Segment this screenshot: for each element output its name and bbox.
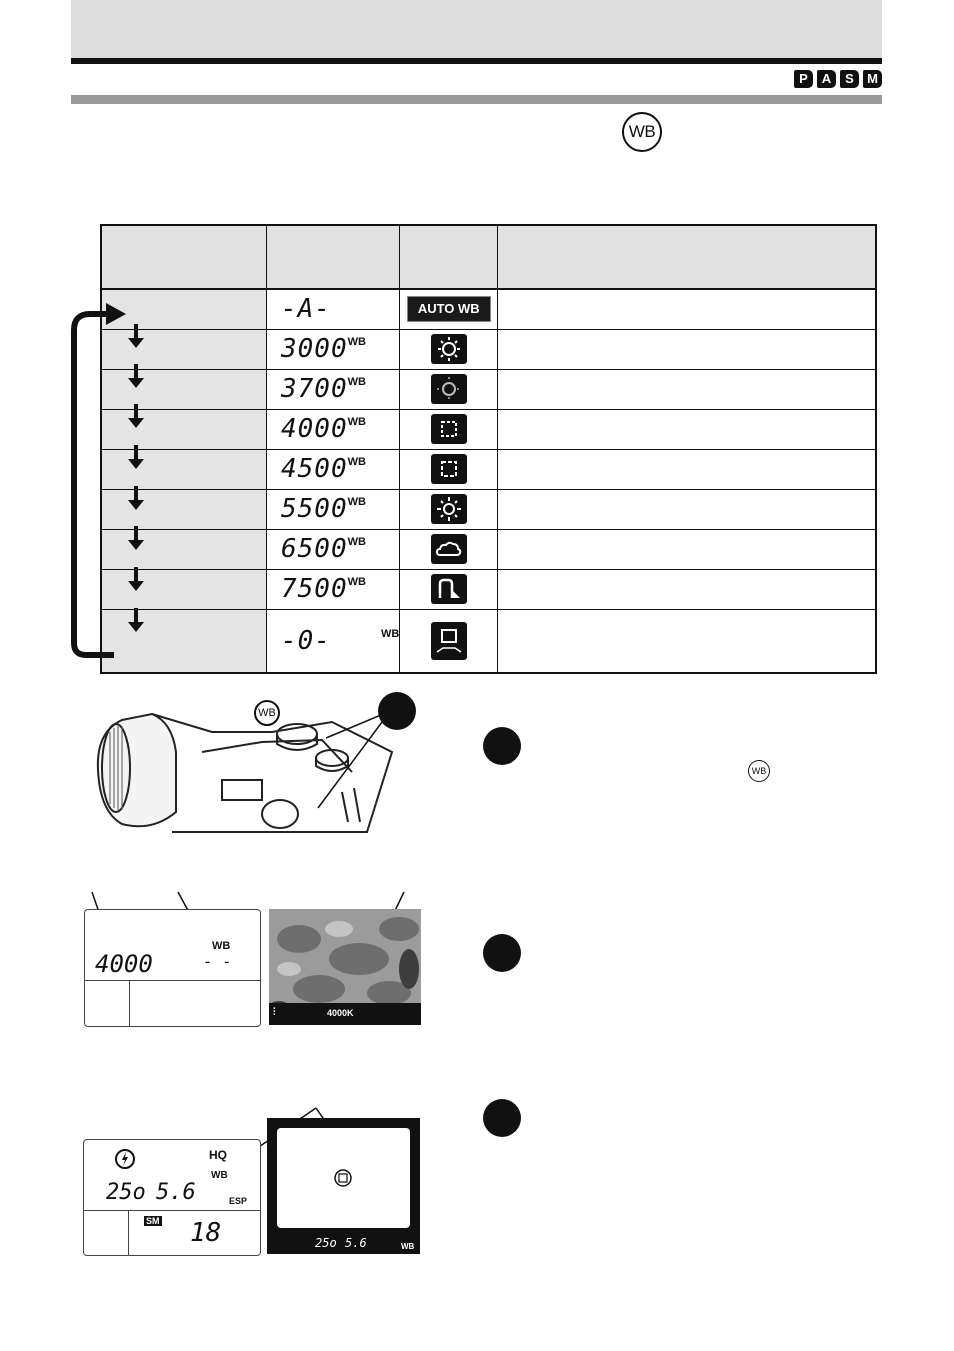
header-cell-description <box>498 225 876 289</box>
control-panel-readout: 3000 <box>281 334 348 364</box>
cycle-arrows <box>66 300 156 665</box>
control-panel-readout: 4000 <box>281 414 348 444</box>
header-cell-setting <box>101 225 267 289</box>
viewfinder-display <box>267 1118 420 1254</box>
table-row <box>101 569 876 609</box>
table-row <box>101 409 876 449</box>
header-rule <box>71 58 882 64</box>
fluorescent-alt-icon <box>431 454 467 484</box>
table-row <box>101 449 876 489</box>
control-panel-readout: -0- <box>281 625 331 656</box>
control-panel-readout: 4500 <box>281 454 348 484</box>
vf-aperture: 5.6 <box>345 1236 367 1250</box>
lcd2-aperture: 5.6 <box>156 1180 196 1205</box>
table-row <box>101 489 876 529</box>
lcd2-frame-count: 18 <box>190 1218 222 1248</box>
mode-p-icon: P <box>794 70 813 88</box>
incandescent-dim-icon <box>431 374 467 404</box>
incandescent-bright-icon <box>431 334 467 364</box>
monitor-wb-readout: 4000K <box>327 1008 354 1018</box>
monitor-preview-1 <box>269 909 421 1025</box>
control-panel-readout: 7500 <box>281 574 348 604</box>
table-row <box>101 609 876 673</box>
vf-shutter: 25o <box>315 1236 337 1250</box>
lcd2-wb-mark: WB <box>211 1170 228 1181</box>
step-3-badge <box>483 1099 521 1137</box>
mode-a-icon: A <box>817 70 836 88</box>
lcd1-dashes: - - <box>203 952 232 971</box>
fluorescent-icon <box>431 414 467 444</box>
table-row <box>101 289 876 329</box>
step-marker-1 <box>378 692 416 730</box>
step-2-badge <box>483 934 521 972</box>
vf-wb-mark: WB <box>401 1242 415 1251</box>
wb-mark: WB <box>347 376 366 388</box>
control-panel-readout: 3700 <box>281 374 348 404</box>
header-cell-display <box>267 225 400 289</box>
white-balance-table <box>100 224 877 674</box>
wb-button-icon: WB <box>622 112 662 152</box>
monitor-wb-icon: ⫶ <box>273 1007 276 1018</box>
wb-mark: WB <box>347 496 366 508</box>
camera-wb-button-icon: WB <box>254 700 280 726</box>
wb-mark: WB <box>347 416 366 428</box>
wb-mark: WB <box>347 336 366 348</box>
inline-wb-button-icon: WB <box>748 760 770 782</box>
mode-s-icon: S <box>840 70 859 88</box>
table-row <box>101 329 876 369</box>
wb-mark: WB <box>347 536 366 548</box>
wb-mark: WB <box>347 456 366 468</box>
table-header <box>101 225 876 289</box>
section-rule <box>71 95 882 104</box>
lcd2-quality: HQ <box>209 1148 227 1162</box>
step-1-badge <box>483 727 521 765</box>
control-panel-readout: -A- <box>281 294 331 325</box>
lcd2-sm-mode: SM <box>146 1216 160 1226</box>
control-panel-readout: 5500 <box>281 494 348 524</box>
lcd1-wb-value: 4000 <box>95 950 153 978</box>
af-target-icon <box>333 1168 353 1188</box>
one-touch-wb-icon <box>431 622 467 660</box>
control-panel-readout: 6500 <box>281 534 348 564</box>
mode-m-icon: M <box>863 70 882 88</box>
lcd2-metering: ESP <box>229 1196 248 1206</box>
control-panel-lcd-1 <box>84 909 261 1027</box>
header-band <box>71 0 882 58</box>
lcd2-shutter: 25o <box>106 1180 146 1205</box>
auto-wb-icon: AUTO WB <box>407 296 491 322</box>
lcd1-wb-mark: WB <box>212 940 231 952</box>
exposure-mode-icons <box>794 70 882 88</box>
shade-icon <box>431 574 467 604</box>
table-row <box>101 529 876 569</box>
wb-mark: WB <box>347 576 366 588</box>
wb-mark: WB <box>380 627 400 640</box>
table-row <box>101 369 876 409</box>
cloud-icon <box>431 534 467 564</box>
sun-icon <box>431 494 467 524</box>
control-panel-lcd-2 <box>83 1139 261 1256</box>
flash-off-icon <box>114 1148 136 1170</box>
header-cell-icon <box>400 225 498 289</box>
